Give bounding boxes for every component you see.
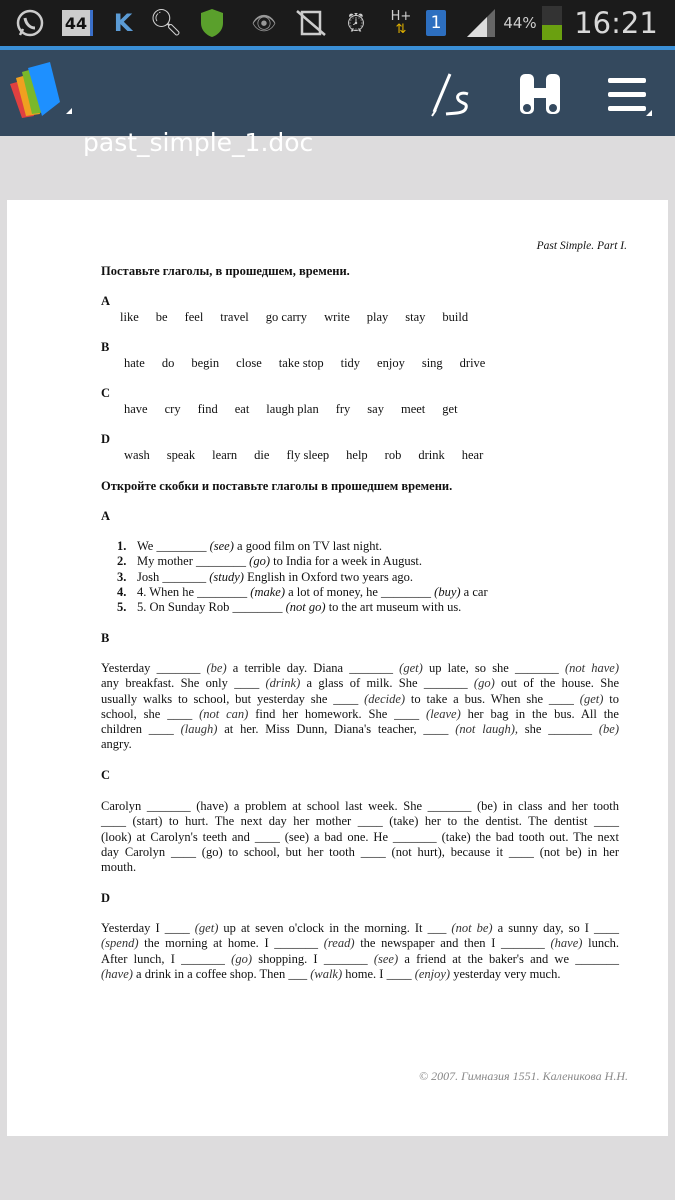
verb: wash <box>124 448 150 462</box>
battery-percent: 44% <box>503 14 537 32</box>
section-label: D <box>101 891 111 905</box>
verb-hint: (spend) <box>101 936 139 951</box>
section-label: C <box>101 768 111 782</box>
verb-list <box>120 310 485 325</box>
paragraph-text: children ____ <box>101 722 181 737</box>
paragraph-text: a terrible day. Diana _______ <box>226 661 400 675</box>
verb: do <box>161 356 175 370</box>
verb: travel <box>220 310 249 324</box>
verb-hint: (be) <box>206 661 227 675</box>
item-number: 1. <box>117 539 127 553</box>
paragraph-text: a sunny day, so I ____ <box>492 921 619 935</box>
sentence-text: to the art museum with us. <box>325 600 462 615</box>
verb: rob <box>384 448 402 462</box>
verb-list <box>124 448 500 463</box>
exercise-paragraph <box>101 799 619 875</box>
group-label: D <box>101 432 111 446</box>
paragraph-text: shopping. I _______ <box>251 951 374 966</box>
paragraph-line <box>101 952 619 967</box>
section-label: B <box>101 631 110 645</box>
paragraph-text: at her. Miss Dunn, Diana's teacher, ____ <box>217 722 456 737</box>
polaris-logo-icon[interactable] <box>8 62 72 118</box>
verb: like <box>120 310 139 324</box>
binoculars-find-icon[interactable] <box>518 72 562 118</box>
paragraph-text: up at seven o'clock in the morning. It ___ <box>218 921 452 935</box>
paragraph-text: to <box>603 691 619 706</box>
paragraph-text: she _______ <box>517 722 599 737</box>
paragraph-line <box>101 737 619 752</box>
verb-hint: (go) <box>473 676 495 691</box>
verb-hint: (have) <box>101 966 133 981</box>
verb: speak <box>166 448 196 462</box>
verb-hint: (go) <box>231 951 252 966</box>
item-number: 2. <box>117 554 127 569</box>
group-label: C <box>101 386 111 400</box>
verb-hint: (be) <box>598 722 619 737</box>
app-bar <box>0 50 675 157</box>
verb: drive <box>459 356 486 370</box>
paragraph-line <box>101 676 619 691</box>
sentence-text: We ________ <box>137 539 210 553</box>
verb-hint: (not be) <box>451 921 493 935</box>
verb-hint: (laugh) <box>180 722 218 737</box>
sim-1-icon: 1 <box>426 10 446 36</box>
verb-hint: (enjoy) <box>414 966 451 981</box>
verb: enjoy <box>377 356 405 370</box>
verb-hint: (see) <box>373 951 399 966</box>
hplus-data-icon: H+ ⇅ <box>390 9 412 37</box>
verb: get <box>442 402 458 416</box>
paragraph-text: school, she ____ <box>101 706 200 721</box>
verb: drink <box>418 448 445 462</box>
paragraph-text: her bag in the bus. All the <box>460 706 619 721</box>
k-app-icon: K <box>113 9 133 37</box>
paragraph-line <box>101 845 619 860</box>
doc-header: Past Simple. Part I. <box>536 240 627 252</box>
verb-hint: (study) <box>209 569 244 584</box>
sentence-text: My mother ________ <box>137 554 250 569</box>
list-item <box>117 585 488 600</box>
signal-icon <box>464 8 498 38</box>
section-a-label: A <box>101 509 111 523</box>
pen-edit-icon[interactable] <box>428 72 476 120</box>
verb-hint: (walk) <box>310 966 343 981</box>
verb-hint: (have) <box>550 936 583 951</box>
paragraph-text: yesterday very much. <box>450 966 561 981</box>
verb: tidy <box>340 356 361 370</box>
verb-hint: (get) <box>399 661 423 675</box>
verb: laugh plan <box>266 402 319 416</box>
paragraph-line <box>101 707 619 722</box>
verb-list <box>124 402 475 417</box>
verb-hint: (make) <box>250 584 285 599</box>
verb: take stop <box>278 356 324 370</box>
verb-hint: (not can) <box>199 706 249 721</box>
item-number: 3. <box>117 569 127 584</box>
exercise-paragraph <box>101 661 619 753</box>
group-label: A <box>101 294 111 308</box>
verb-hint: (drink) <box>265 676 301 691</box>
task1-title: Поставьте глаголы, в прошедшем, времени. <box>101 264 350 278</box>
verb: have <box>124 402 148 416</box>
verb: hate <box>124 356 145 370</box>
whatsapp-icon <box>12 8 48 38</box>
sentence-text: to India for a week in August. <box>269 554 423 569</box>
verb: write <box>324 310 350 324</box>
paragraph-text: home. I ____ <box>342 966 415 981</box>
task2-title: Откройте скобки и поставьте глаголы в прошедшем времени. <box>101 479 453 493</box>
verb-hint: (not laugh), <box>455 722 518 737</box>
verb-hint: (read) <box>323 936 355 951</box>
paragraph-line <box>101 799 619 814</box>
paragraph-text: out of the house. She <box>494 676 619 691</box>
verb-hint: (not go) <box>285 600 326 615</box>
eye-icon: 👁︎ <box>251 11 277 35</box>
verb: stay <box>405 310 426 324</box>
paragraph-text: Yesterday I ____ <box>101 921 195 935</box>
paragraph-text: angry. <box>101 737 132 752</box>
sentence-text: a lot of money, he ________ <box>285 584 435 599</box>
paragraph-text: find her homework. She ____ <box>248 706 427 721</box>
paragraph-text: a drink in a coffee shop. Then ___ <box>132 966 311 981</box>
paragraph-text: day Carolyn ____ (go) to school, but her tooth ____ (not hurt), because it ____ (not be) in her <box>101 844 619 859</box>
verb: fly sleep <box>286 448 330 462</box>
verb: hear <box>461 448 484 462</box>
paragraph-text: Yesterday _______ <box>101 661 207 675</box>
sentence-text: a car <box>460 584 488 599</box>
paragraph-text: usually walks to school, but yesterday she ____ <box>101 691 365 706</box>
paragraph-text: After lunch, I _______ <box>101 951 232 966</box>
sentence-text: 5. On Sunday Rob ________ <box>137 600 286 615</box>
list-item <box>117 554 488 569</box>
verb-hint: (decide) <box>364 691 406 706</box>
paragraph-text: the newspaper and then I _______ <box>354 936 551 951</box>
alarm-icon: ⏰︎ <box>346 9 366 37</box>
clock: 16:21 <box>574 6 658 40</box>
paragraph-line <box>101 921 619 936</box>
verb: cry <box>164 402 181 416</box>
paragraph-text: the morning at home. I _______ <box>138 936 324 951</box>
paragraph-text: lunch. <box>582 936 619 951</box>
verb: go carry <box>265 310 308 324</box>
paragraph-text: a glass of milk. She _______ <box>300 676 474 691</box>
sentence-text: 4. When he ________ <box>137 584 251 599</box>
verb-hint: (go) <box>249 554 270 569</box>
paragraph-line <box>101 830 619 845</box>
verb: build <box>442 310 469 324</box>
doc-footer: © 2007. Гимназия 1551. Каленикова Н.Н. <box>419 1069 628 1083</box>
verb: close <box>236 356 262 370</box>
verb: find <box>197 402 218 416</box>
network-type: H+ <box>390 9 412 24</box>
list-item <box>117 600 488 615</box>
sentence-text: English in Oxford two years ago. <box>243 569 414 584</box>
verb-list <box>124 356 502 371</box>
verb: begin <box>191 356 220 370</box>
notification-count-icon: 44 <box>62 10 93 36</box>
verb: die <box>254 448 270 462</box>
item-number: 5. <box>117 600 127 615</box>
verb-hint: (see) <box>209 539 234 553</box>
search-icon: 🔍︎ <box>149 8 183 38</box>
verb: sing <box>421 356 443 370</box>
exercise-paragraph <box>101 921 619 982</box>
sentence-text: Josh _______ <box>137 569 210 584</box>
list-item <box>117 570 488 585</box>
list-item <box>117 539 488 554</box>
verb-hint: (get) <box>579 691 604 706</box>
paragraph-text: Carolyn _______ (have) a problem at school last week. She _______ (be) in class and her tooth <box>101 799 619 813</box>
paragraph-text: any breakfast. She only ____ <box>101 676 266 691</box>
paragraph-line <box>101 814 619 829</box>
group-label: B <box>101 340 110 354</box>
battery-icon <box>542 6 562 40</box>
verb: be <box>155 310 168 324</box>
vibrate-icon <box>292 8 330 38</box>
item-number: 4. <box>117 584 127 599</box>
paragraph-text: ____ (start) to hurt. The next day her mother ____ (take) her to the dentist. The dentist ____ <box>101 814 619 829</box>
menu-icon[interactable] <box>606 76 654 118</box>
document-title: past_simple_1.doc <box>83 128 314 157</box>
verb: say <box>367 402 384 416</box>
verb-hint: (leave) <box>426 706 461 721</box>
verb: play <box>366 310 389 324</box>
verb: feel <box>184 310 204 324</box>
verb-hint: (get) <box>194 921 219 935</box>
paragraph-line <box>101 967 619 982</box>
paragraph-line <box>101 692 619 707</box>
paragraph-text: up late, so she _______ <box>422 661 565 675</box>
sentence-text: a good film on TV last night. <box>233 539 383 553</box>
dr-web-shield-icon <box>198 8 226 38</box>
verb: meet <box>400 402 426 416</box>
verb: eat <box>234 402 250 416</box>
paragraph-line <box>101 936 619 951</box>
paragraph-text: to take a bus. When she ____ <box>405 691 580 706</box>
exercise-list <box>117 539 488 615</box>
verb: fry <box>335 402 351 416</box>
verb-hint: (not have) <box>564 661 619 675</box>
verb-hint: (buy) <box>434 584 461 599</box>
paragraph-text: a friend at the baker's and we _______ <box>398 951 619 966</box>
verb: help <box>346 448 368 462</box>
paragraph-line <box>101 722 619 737</box>
verb: learn <box>212 448 238 462</box>
paragraph-text: mouth. <box>101 860 137 875</box>
status-bar <box>0 0 675 46</box>
paragraph-text: (look) at Carolyn's teeth and ____ (see) a bad one. He _______ (take) the bad tooth out. The next <box>101 829 619 844</box>
paragraph-line <box>101 661 619 676</box>
paragraph-line <box>101 860 619 875</box>
